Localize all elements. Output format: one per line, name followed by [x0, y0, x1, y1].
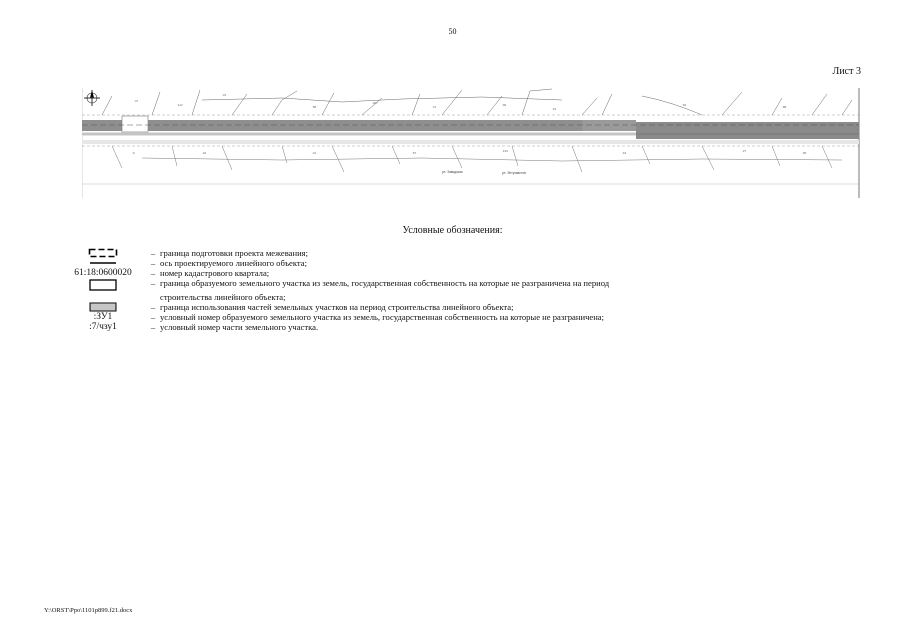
- corridor-segment: [82, 120, 122, 131]
- svg-text::58: :58: [312, 105, 317, 109]
- legend-title: Условные обозначения:: [402, 225, 503, 236]
- legend-item: :7/чзу1 – условный номер части земельного участка.: [60, 322, 780, 332]
- svg-text::15: :15: [552, 107, 557, 111]
- legend: [60, 248, 780, 332]
- sheet-label: Лист 3: [832, 66, 861, 77]
- legend-item: – граница подготовки проекта межевания;: [60, 248, 780, 258]
- cadastral-quarter-code: 61:18:0600020: [74, 268, 132, 278]
- legend-item: – ось проектируемого линейного объекта;: [60, 258, 780, 268]
- svg-text::133: :133: [502, 149, 508, 153]
- hatched-rect-icon: [88, 302, 118, 312]
- legend-text: граница образуемого земельного участка из земель, государственная собственность на которые не разграничена на период: [160, 278, 610, 288]
- svg-text::35: :35: [802, 151, 807, 155]
- svg-text::88: :88: [782, 105, 787, 109]
- parcel-code: :ЗУ1: [93, 312, 113, 322]
- legend-item: [60, 292, 780, 302]
- legend-text: граница подготовки проекта межевания;: [160, 248, 309, 258]
- legend-text: условный номер части земельного участка.: [160, 322, 319, 332]
- parcel-part-code: :7/чзу1: [89, 322, 117, 332]
- svg-text::96: :96: [502, 103, 507, 107]
- svg-text::112: :112: [177, 103, 183, 107]
- legend-item: – граница образуемого земельного участка из земель, государственная собственность на которые не разграничена на период: [60, 278, 780, 292]
- solid-line-icon: [88, 258, 118, 268]
- legend-item: – граница использования частей земельных участков на период строительства линейного объекта;: [60, 302, 780, 312]
- svg-text::22: :22: [202, 151, 207, 155]
- svg-text::57: :57: [412, 151, 417, 155]
- legend-text: строительства линейного объекта;: [160, 292, 286, 302]
- svg-text::207: :207: [372, 101, 378, 105]
- map-street-label: ул. Заводская: [442, 170, 463, 174]
- svg-text::41: :41: [312, 151, 317, 155]
- legend-item: :ЗУ1 – условный номер образуемого земельного участка из земель, государственная собственность на которые не разграничена;: [60, 312, 780, 322]
- svg-text::27: :27: [742, 149, 747, 153]
- north-arrow-icon: [84, 90, 100, 106]
- dashed-rect-icon: [88, 248, 118, 258]
- legend-text: номер кадастрового квартала;: [160, 268, 270, 278]
- svg-text::19: :19: [622, 151, 627, 155]
- legend-text: граница использования частей земельных участков на период строительства линейного объекта;: [160, 302, 514, 312]
- map-street-label: ул. Энтузиастов: [502, 171, 526, 175]
- svg-text::63: :63: [682, 103, 687, 107]
- cadastral-map: [82, 88, 860, 198]
- corridor-segment: [148, 120, 582, 131]
- page-number: 50: [448, 27, 457, 36]
- legend-text: условный номер образуемого земельного участка из земель, государственная собственность на которые не разграничена;: [160, 312, 605, 322]
- corridor-segment: [636, 122, 859, 139]
- legend-item: 61:18:0600020 – номер кадастрового квартала;: [60, 268, 780, 278]
- solid-rect-icon: [88, 278, 118, 292]
- svg-text::47: :47: [134, 99, 139, 103]
- svg-text::9: :9: [132, 151, 135, 155]
- file-path-footer: Y:\ORST\Ppo\1101p899.f21.docx: [44, 607, 133, 614]
- legend-text: ось проектируемого линейного объекта;: [160, 258, 307, 268]
- svg-text::31: :31: [222, 93, 227, 97]
- svg-text::74: :74: [432, 105, 437, 109]
